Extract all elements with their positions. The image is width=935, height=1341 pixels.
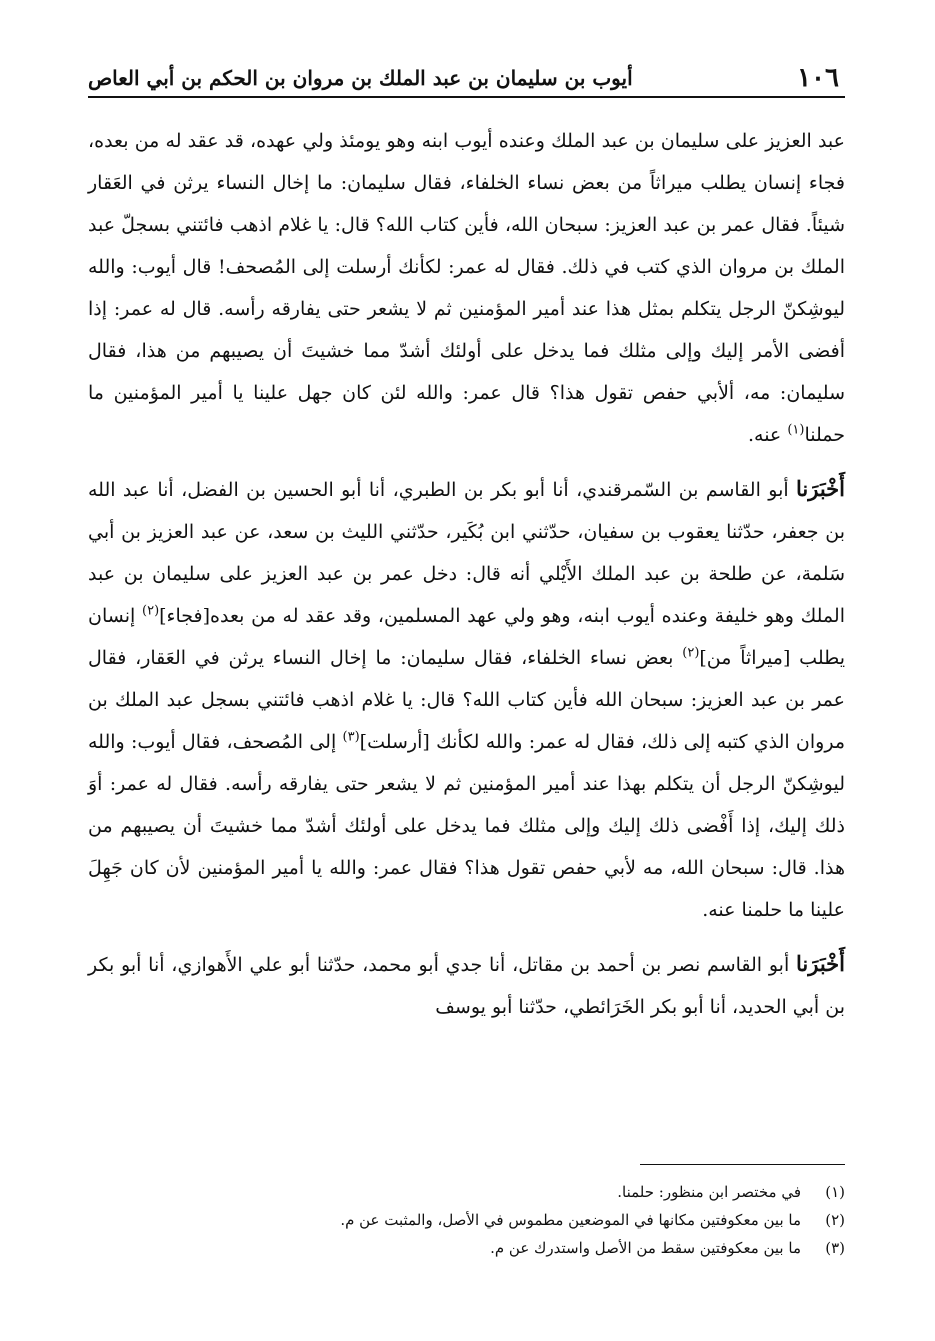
main-text (88, 120, 845, 1040)
footnote-3 (88, 1234, 845, 1262)
paragraph-text: عبد العزيز على سليمان بن عبد الملك وعنده أيوب ابنه وهو يومئذ ولي عهده، قد عقد له من بعده، فجاء إنسان يطلب ميراثاً من بعض نساء الخلفاء، فقال سليمان: ما إخال النساء يرثن في العَقار شيئاً. فقال عمر بن عبد العزيز: سبحان الله، فأين كتاب الله؟ قال: يا غلام اذهب فائتني بسجلّ عبد الملك بن مروان الذي كتب في ذلك. فقال له عمر: لكأنك أرسلت إلى المُصحف! قال أيوب: والله ليوشِكنّ الرجل يتكلم بمثل هذا عند أمير المؤمنين ثم لا يشعر حتى يفارقه رأسه. قال له عمر: إذا أفضى الأمر إليك وإلى مثلك فما يدخل على أولئك أشدّ مما خشيتَ أن يصيبهم من هذا، فقال سليمان: مه، ألأبي حفص تقول هذا؟ قال عمر: والله لئن كان جهل علينا يا أمير المؤمنين ما حملنا (88, 130, 845, 446)
paragraph-text: إنسان يطلب [ميراثاً من] (88, 605, 845, 669)
footnote-text: في مختصر ابن منظور: حلمنا. (617, 1183, 801, 1201)
paragraph-2 (88, 468, 845, 931)
paragraph-text-tail: عنه. (747, 424, 788, 446)
footnote-number: (١) (825, 1183, 845, 1201)
footnotes (88, 1178, 845, 1262)
paragraph-text: إلى المُصحف، فقال أيوب: والله ليوشِكنّ الرجل أن يتكلم بهذا عند أمير المؤمنين ثم لا يشعر حتى يفارقه رأسه. فقال له عمر: أوَ ذلك إليك، إذا أَفْضى ذلك إليك وإلى مثلك فما يدخل على أولئك أشدّ مما خشيتَ أن يصيبهم من هذا. قال: سبحان الله، مه لأبي حفص تقول هذا؟ فقال عمر: والله يا أمير المؤمنين لأن كان جَهِلَ علينا ما حلمنا عنه. (88, 731, 845, 921)
footnote-number: (٢) (825, 1211, 845, 1229)
lead-word: أَخْبَرَنا (796, 476, 845, 501)
page-header (88, 60, 845, 98)
footnote-number: (٣) (825, 1239, 845, 1257)
footnote-ref: (٢) (682, 645, 700, 661)
footnote-separator (640, 1164, 845, 1165)
paragraph-text: أبو القاسم بن السّمرقندي، أنا أبو بكر بن الطبري، أنا أبو الحسين بن الفضل، أنا عبد الله بن جعفر، حدّثنا يعقوب بن سفيان، حدّثني ابن بُكَير، حدّثني الليث بن سعد، عن عبد العزيز بن أبي سَلمة، عن طلحة بن عبد الملك الأَيْلي أنه قال: دخل عمر بن عبد العزيز على سليمان بن عبد الملك وهو خليفة وعنده أيوب ابنه، وهو ولي عهد المسلمين، وقد عقد له من بعده[فجاء] (88, 479, 845, 627)
footnote-2 (88, 1206, 845, 1234)
page-number: ١٠٦ (797, 63, 839, 93)
lead-word: أَخْبَرَنا (796, 951, 845, 976)
footnote-1 (88, 1178, 845, 1206)
paragraph-text: أبو القاسم نصر بن أحمد بن مقاتل، أنا جدي أبو محمد، حدّثنا أبو علي الأَهوازي، أنا أبو بكر بن أبي الحديد، أنا أبو بكر الخَرَائطي، حدّثنا أبو يوسف (88, 954, 845, 1018)
paragraph-3 (88, 943, 845, 1028)
paragraph-text: بعض نساء الخلفاء، فقال سليمان: ما إخال النساء يرثن في العَقار، فقال عمر بن عبد العزيز: سبحان الله فأين كتاب الله؟ قال: يا غلام اذهب فائتني بسجل عبد الملك بن مروان الذي كتبه إلى ذلك، فقال له عمر: والله لكأنك [أرسلت] (88, 647, 845, 753)
paragraph-1 (88, 120, 845, 456)
footnote-text: ما بين معكوفتين مكانها في الموضعين مطموس في الأصل، والمثبت عن م. (340, 1211, 801, 1229)
footnote-text: ما بين معكوفتين سقط من الأصل واستدرك عن م. (490, 1239, 801, 1257)
running-title: أيوب بن سليمان بن عبد الملك بن مروان بن الحكم بن أبي العاص (88, 66, 633, 90)
footnote-ref: (١) (787, 422, 805, 438)
footnote-ref: (٣) (342, 729, 360, 745)
footnote-ref: (٢) (142, 603, 160, 619)
